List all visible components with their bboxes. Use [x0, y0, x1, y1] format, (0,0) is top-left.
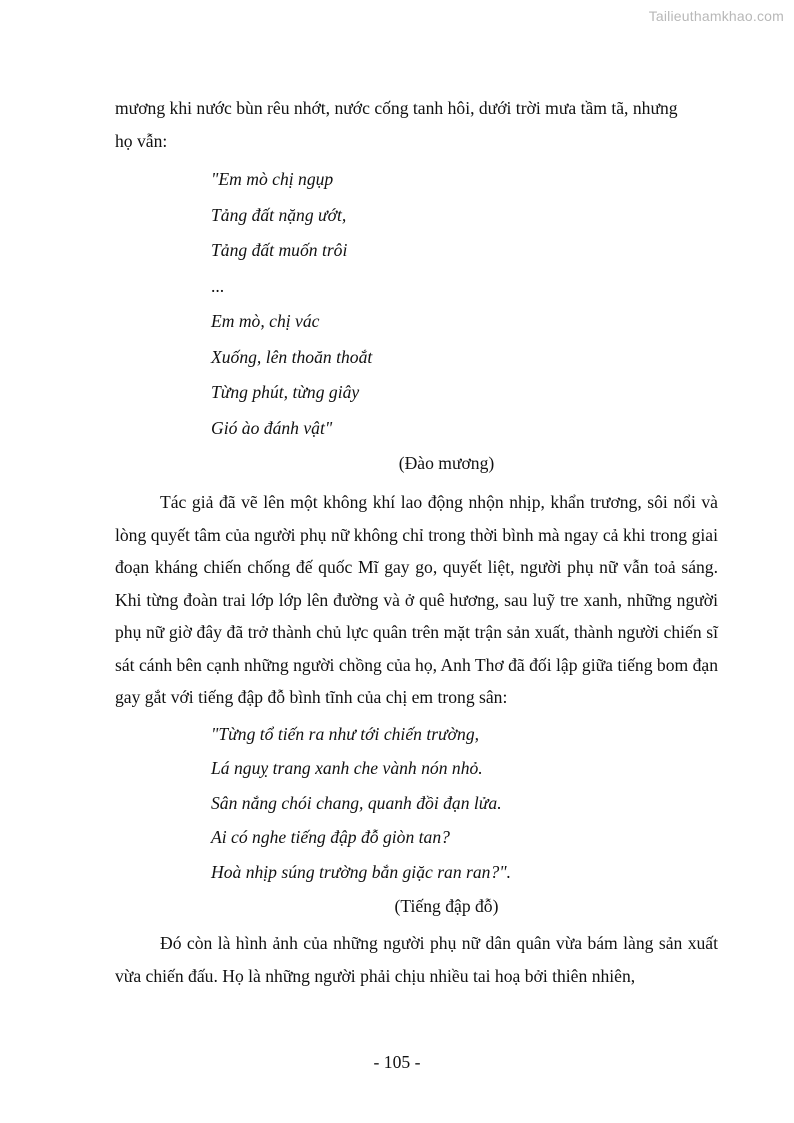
poem-line: Xuống, lên thoăn thoắt: [211, 346, 373, 367]
poem-dao-muong: [115, 162, 718, 446]
intro-line-1: mương khi nước bùn rêu nhớt, nước cống tanh hôi, dưới trời mưa tầm tã, nhưng: [115, 98, 678, 118]
poem-source-dao-muong: (Đào mương): [398, 453, 495, 473]
poem-line: Tảng đất muốn trôi: [211, 240, 348, 260]
intro-paragraph: [115, 92, 718, 157]
poem-line: Sân nắng chói chang, quanh đồi đạn lửa.: [211, 792, 502, 813]
poem-line: Hoà nhịp súng trường bắn giặc ran ran?".: [211, 861, 512, 882]
poem-line: "Em mò chị ngụp: [211, 169, 334, 189]
watermark-text: Tailieuthamkhao.com: [648, 8, 784, 24]
poem-line: Từng phút, từng giây: [211, 382, 360, 402]
intro-line-2: họ vẫn:: [115, 130, 168, 151]
poem-line: Em mò, chị vác: [211, 311, 320, 331]
body-paragraph-2: Tác giả đã vẽ lên một không khí lao động nhộn nhịp, khẩn trương, sôi nổi và lòng quyết tâm của người phụ nữ không chỉ trong thời bình mà ngay cả khi trong giai đoạn kháng chiến chống đế quốc Mĩ gay go, quyết liệt, người phụ nữ vẫn toả sáng. Khi từng đoàn trai lớp lớp lên đường và ở quê hương, sau luỹ tre xanh, những người phụ nữ giờ đây đã trở thành chủ lực quân trên mặt trận sản xuất, thành người chiến sĩ sát cánh bên cạnh những người chồng của họ, Anh Thơ đã đối lập giữa tiếng bom đạn gay gắt với tiếng đập đỗ bình tĩnh của chị em trong sân:: [115, 492, 718, 707]
poem-line: "Từng tổ tiến ra như tới chiến trường,: [211, 723, 480, 744]
poem-line: Lá nguỵ trang xanh che vành nón nhỏ.: [211, 758, 483, 779]
poem-source-tieng-dap-do: (Tiếng đập đỗ): [394, 896, 499, 917]
poem-line: Gió ào đánh vật": [211, 417, 333, 438]
page-number: - 105 -: [373, 1052, 421, 1072]
document-body: [115, 92, 718, 992]
poem-line: Ai có nghe tiếng đập đỗ giòn tan?: [211, 827, 450, 848]
poem-line: Tảng đất nặng ướt,: [211, 204, 347, 225]
body-paragraph-3: Đó còn là hình ảnh của những người phụ nữ dân quân vừa bám làng sản xuất vừa chiến đấu. Họ là những người phải chịu nhiều tai hoạ bởi thiên nhiên,: [115, 933, 718, 986]
poem-line: ...: [211, 275, 225, 296]
poem-tieng-dap-do: [115, 717, 718, 890]
